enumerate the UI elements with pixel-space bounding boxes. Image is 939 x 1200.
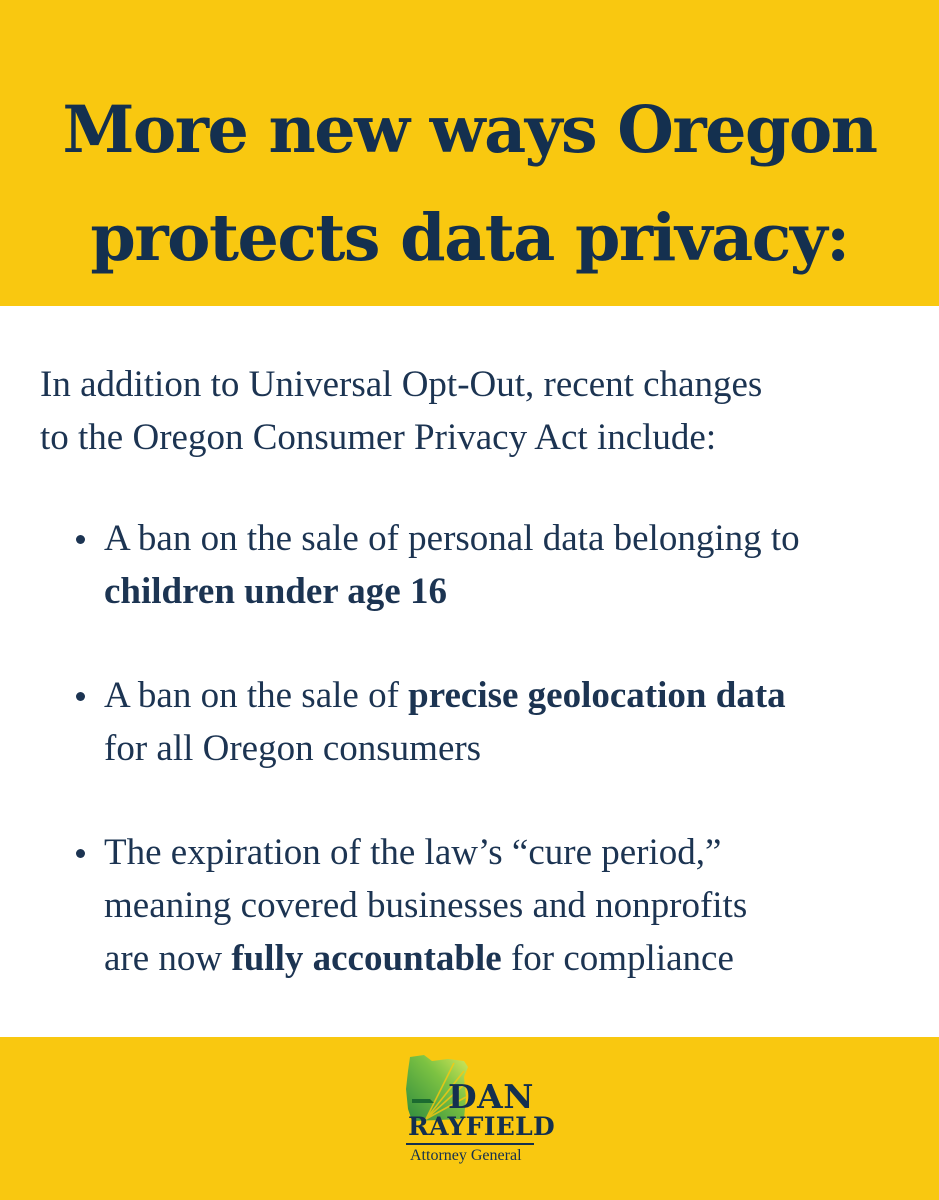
attorney-general-logo bbox=[404, 1053, 555, 1171]
bullet-text: The expiration of the law’s “cure period,” bbox=[104, 832, 722, 873]
bullet-text: for all Oregon consumers bbox=[104, 728, 482, 769]
logo-title: Attorney General bbox=[410, 1147, 522, 1164]
bullet-dot-icon bbox=[76, 535, 85, 544]
bullet-emphasis: children under age 16 bbox=[104, 571, 447, 612]
logo-divider bbox=[406, 1143, 534, 1145]
bullet-dot-icon bbox=[76, 692, 85, 701]
bullet-dot-icon bbox=[76, 849, 85, 858]
bullet-text: for compliance bbox=[501, 938, 734, 979]
bullet-emphasis: fully accountable bbox=[231, 938, 502, 979]
intro-line-2: to the Oregon Consumer Privacy Act include: bbox=[40, 417, 717, 458]
intro-text bbox=[40, 358, 920, 464]
bullet-text: meaning covered businesses and nonprofits bbox=[104, 885, 748, 926]
bullet-emphasis: precise geolocation data bbox=[408, 675, 786, 716]
bullet-text: are now bbox=[104, 938, 232, 979]
list-item-geolocation-ban bbox=[104, 669, 924, 775]
list-item-children-ban bbox=[104, 512, 924, 618]
intro-line-1: In addition to Universal Opt-Out, recent changes bbox=[40, 364, 763, 405]
bullet-text: A ban on the sale of bbox=[104, 675, 409, 716]
logo-name-first: DAN bbox=[448, 1077, 534, 1116]
headline bbox=[0, 76, 939, 292]
headline-line-2: protects data privacy: bbox=[90, 200, 849, 276]
headline-line-1: More new ways Oregon bbox=[62, 92, 877, 168]
list-item-cure-period bbox=[104, 826, 924, 985]
logo-name-last: RAYFIELD bbox=[408, 1112, 555, 1141]
bullet-text: A ban on the sale of personal data belonging to bbox=[104, 518, 800, 559]
